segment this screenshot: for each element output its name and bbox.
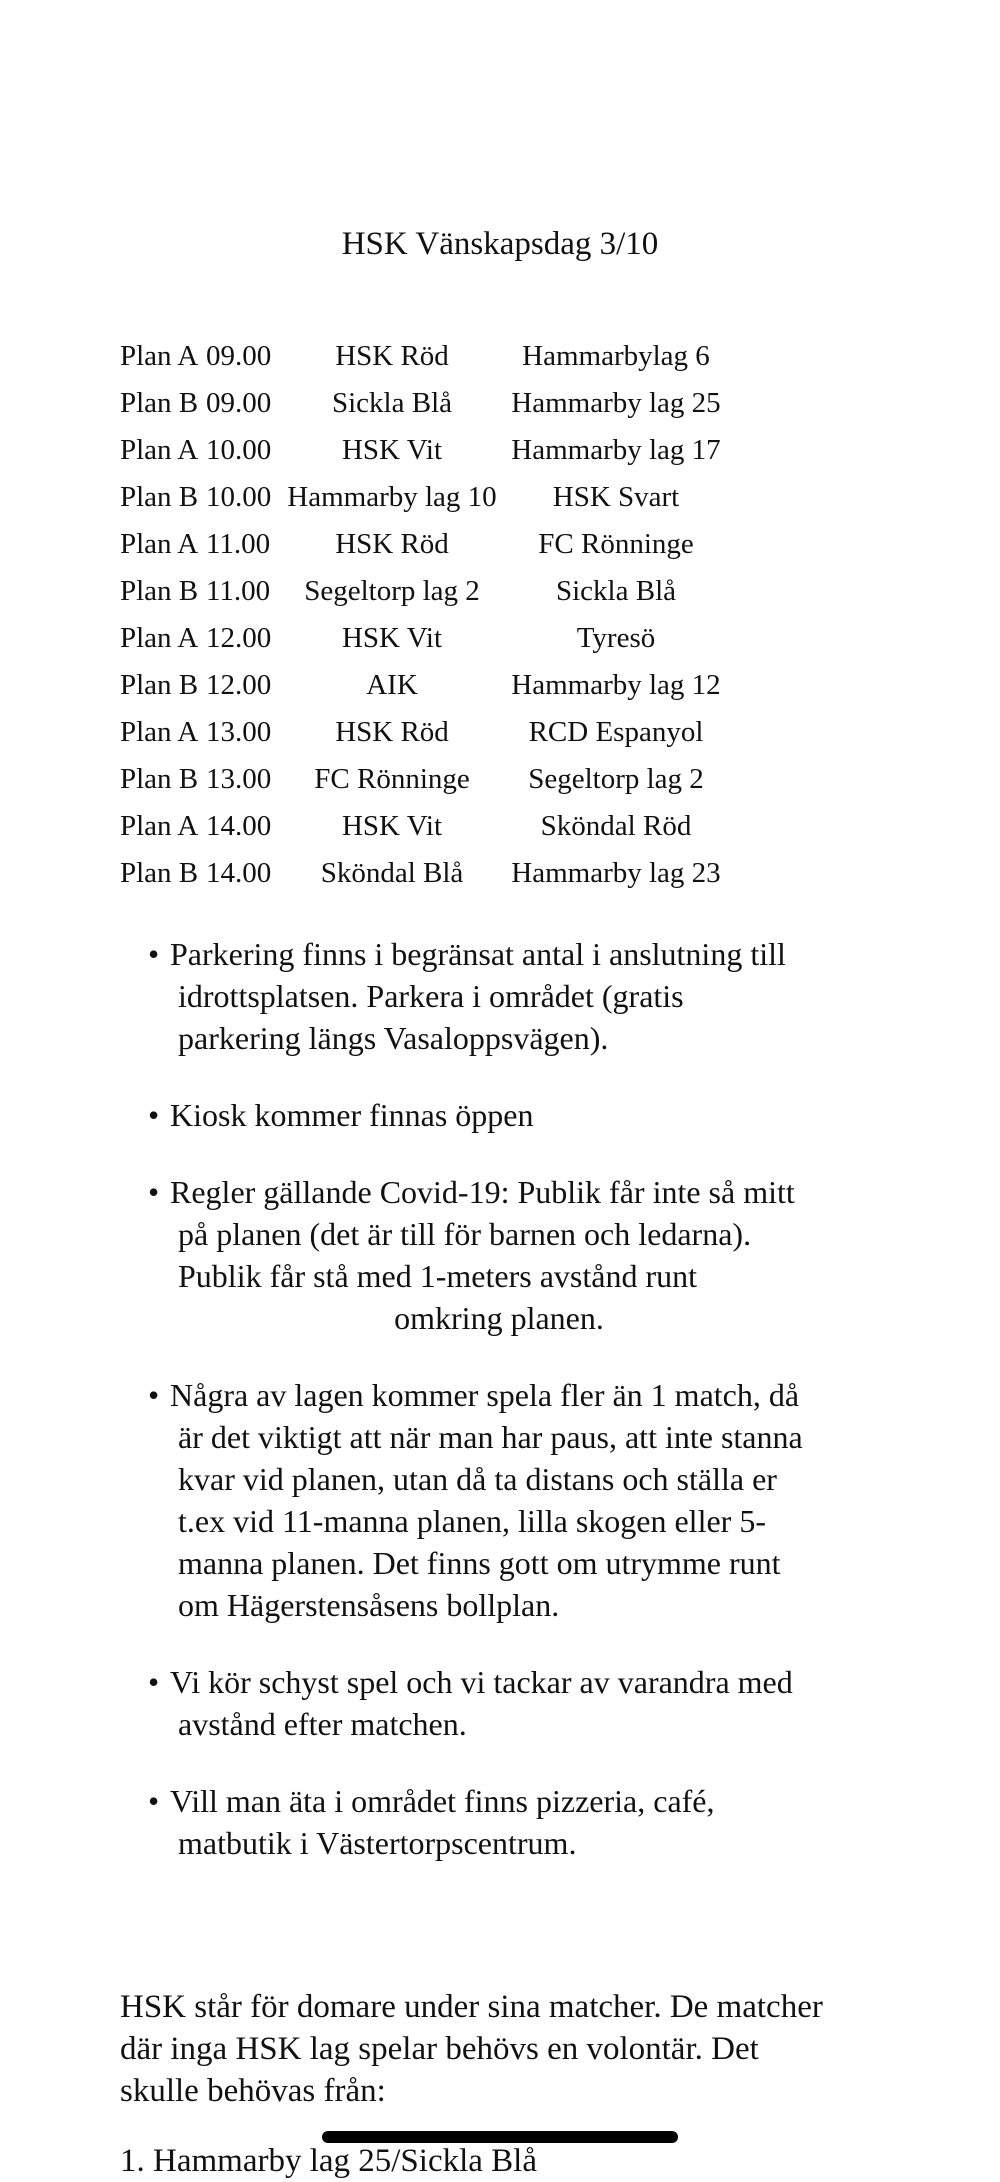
info-notes xyxy=(148,933,888,1899)
referee-info-line: HSK står för domare under sina matcher. De matcher xyxy=(120,1989,823,2025)
field-name: Plan A xyxy=(120,810,199,842)
home-team: HSK Röd xyxy=(335,528,449,560)
note-item xyxy=(148,1094,888,1136)
referee-list-item: 1. Hammarby lag 25/Sickla Blå xyxy=(120,2143,537,2179)
note-line: parkering längs Vasaloppsvägen). xyxy=(178,1020,609,1056)
match-time: 11.00 xyxy=(206,528,271,560)
note-item xyxy=(148,1374,888,1626)
match-time: 09.00 xyxy=(206,340,272,372)
away-team: Hammarby lag 12 xyxy=(511,669,721,701)
note-item xyxy=(148,1780,888,1864)
note-line: omkring planen. xyxy=(394,1300,604,1336)
schedule-row xyxy=(120,709,760,756)
note-line: Regler gällande Covid-19: Publik får inte så mitt xyxy=(170,1174,795,1210)
note-line: manna planen. Det finns gott om utrymme runt xyxy=(178,1545,781,1581)
schedule-row xyxy=(120,380,760,427)
note-line: Vi kör schyst spel och vi tackar av varandra med xyxy=(170,1664,793,1700)
schedule-row xyxy=(120,615,760,662)
match-time: 10.00 xyxy=(206,434,272,466)
schedule-row xyxy=(120,850,760,897)
schedule-row xyxy=(120,756,760,803)
match-time: 12.00 xyxy=(206,669,272,701)
bullet-icon: • xyxy=(148,1097,160,1133)
field-name: Plan A xyxy=(120,528,199,560)
match-time: 12.00 xyxy=(206,622,272,654)
away-team: Hammarby lag 25 xyxy=(511,387,721,419)
home-indicator-bar[interactable] xyxy=(322,2131,678,2143)
note-item xyxy=(148,933,888,1059)
note-line: matbutik i Västertorpscentrum. xyxy=(178,1825,577,1861)
note-line: är det viktigt att när man har paus, att inte stanna xyxy=(178,1419,803,1455)
home-team: Hammarby lag 10 xyxy=(287,481,497,513)
note-line: på planen (det är till för barnen och ledarna). xyxy=(178,1216,752,1252)
field-name: Plan B xyxy=(120,387,199,419)
note-line: avstånd efter matchen. xyxy=(178,1706,467,1742)
home-team: Sickla Blå xyxy=(331,387,452,419)
note-line: om Hägerstensåsens bollplan. xyxy=(178,1587,560,1623)
home-team: HSK Röd xyxy=(335,340,449,372)
bullet-icon: • xyxy=(148,1174,160,1210)
match-time: 13.00 xyxy=(206,763,272,795)
schedule-row xyxy=(120,568,760,615)
away-team: Hammarby lag 23 xyxy=(511,857,721,889)
match-schedule xyxy=(120,333,760,897)
home-team: HSK Vit xyxy=(341,810,443,842)
note-line: Några av lagen kommer spela fler än 1 match, då xyxy=(170,1377,800,1413)
schedule-row xyxy=(120,333,760,380)
field-name: Plan A xyxy=(120,340,199,372)
home-team: FC Rönninge xyxy=(314,763,470,795)
note-line: Publik får stå med 1-meters avstånd runt xyxy=(178,1258,697,1294)
field-name: Plan A xyxy=(120,716,199,748)
home-team: Sköndal Blå xyxy=(320,857,464,889)
match-time: 11.00 xyxy=(206,575,271,607)
document-title: HSK Vänskapsdag 3/10 xyxy=(341,226,659,262)
note-item xyxy=(148,1661,888,1745)
match-time: 14.00 xyxy=(206,857,272,889)
schedule-row xyxy=(120,474,760,521)
bullet-icon: • xyxy=(148,1664,160,1700)
away-team: RCD Espanyol xyxy=(528,716,704,748)
away-team: Sickla Blå xyxy=(555,575,676,607)
away-team: Hammarby lag 17 xyxy=(511,434,721,466)
home-team: HSK Röd xyxy=(335,716,449,748)
referee-info-line: där inga HSK lag spelar behövs en volontär. Det xyxy=(120,2031,759,2067)
bullet-icon: • xyxy=(148,1377,160,1413)
home-team: HSK Vit xyxy=(341,434,443,466)
bullet-icon: • xyxy=(148,1783,160,1819)
note-item xyxy=(148,1171,888,1339)
away-team: Tyresö xyxy=(576,622,656,654)
note-line: t.ex vid 11-manna planen, lilla skogen eller 5- xyxy=(178,1503,766,1539)
field-name: Plan A xyxy=(120,434,199,466)
away-team: Sköndal Röd xyxy=(540,810,692,842)
field-name: Plan B xyxy=(120,481,199,513)
schedule-row xyxy=(120,427,760,474)
match-time: 09.00 xyxy=(206,387,272,419)
field-name: Plan B xyxy=(120,763,199,795)
home-team: Segeltorp lag 2 xyxy=(304,575,480,607)
home-team: AIK xyxy=(366,669,418,701)
note-line: idrottsplatsen. Parkera i området (gratis xyxy=(178,978,684,1014)
note-line: Parkering finns i begränsat antal i anslutning till xyxy=(170,936,786,972)
schedule-row xyxy=(120,521,760,568)
field-name: Plan A xyxy=(120,622,199,654)
away-team: Segeltorp lag 2 xyxy=(528,763,704,795)
field-name: Plan B xyxy=(120,857,199,889)
field-name: Plan B xyxy=(120,575,199,607)
home-team: HSK Vit xyxy=(341,622,443,654)
referee-info xyxy=(120,1986,900,2112)
note-line: kvar vid planen, utan då ta distans och ställa er xyxy=(178,1461,777,1497)
bullet-icon: • xyxy=(148,936,160,972)
match-time: 13.00 xyxy=(206,716,272,748)
note-line: Kiosk kommer finnas öppen xyxy=(170,1097,534,1133)
match-time: 14.00 xyxy=(206,810,272,842)
note-line: Vill man äta i området finns pizzeria, café, xyxy=(170,1783,715,1819)
field-name: Plan B xyxy=(120,669,199,701)
schedule-row xyxy=(120,803,760,850)
away-team: FC Rönninge xyxy=(538,528,694,560)
schedule-row xyxy=(120,662,760,709)
away-team: HSK Svart xyxy=(552,481,680,513)
match-time: 10.00 xyxy=(206,481,272,513)
referee-info-line: skulle behövas från: xyxy=(120,2073,386,2109)
away-team: Hammarbylag 6 xyxy=(522,340,710,372)
